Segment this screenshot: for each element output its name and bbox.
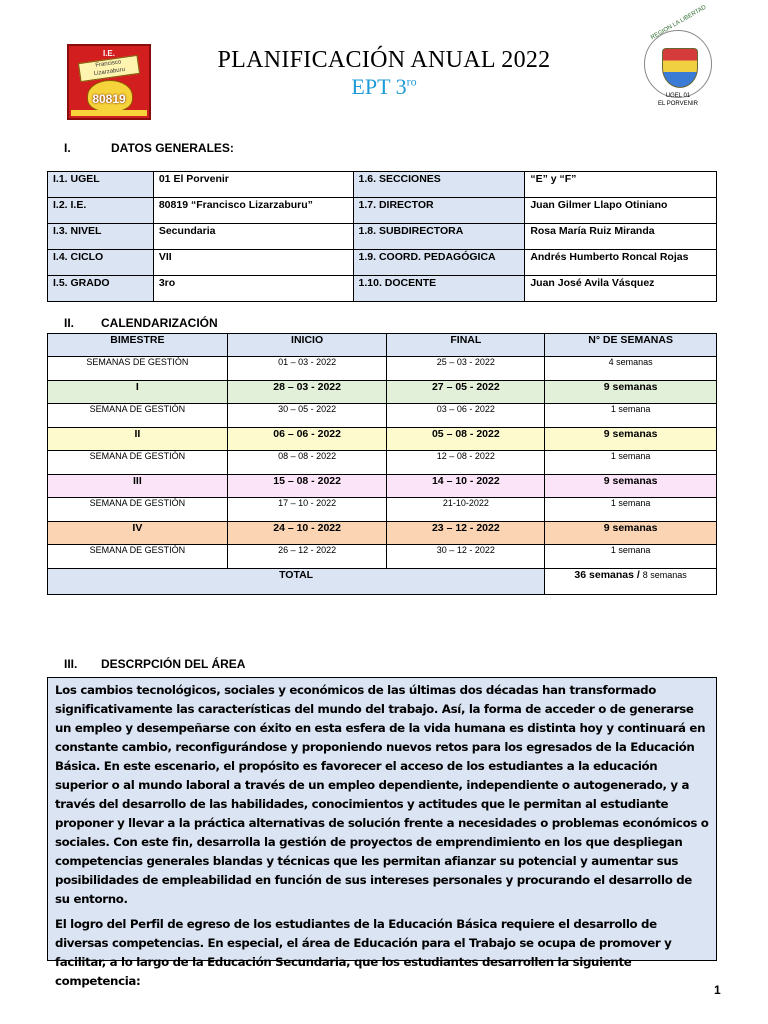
section-heading-calendarizacion <box>64 316 218 330</box>
page-number: 1 <box>714 983 721 997</box>
table-cell: IV <box>48 521 228 545</box>
table-row <box>48 498 717 522</box>
total-separator: / <box>633 568 643 581</box>
section-heading-descripcion <box>64 657 245 671</box>
table-cell: I.1. UGEL <box>48 172 154 198</box>
table-cell: 05 – 08 - 2022 <box>387 427 545 451</box>
subtitle-text: EPT 3 <box>351 74 407 99</box>
table-cell: 3ro <box>153 276 353 302</box>
table-cell: 14 – 10 - 2022 <box>387 474 545 498</box>
table-cell: 9 semanas <box>545 521 717 545</box>
datos-generales-table <box>47 171 717 302</box>
section-number: II. <box>64 316 75 330</box>
table-cell: SEMANA DE GESTIÓN <box>48 545 228 569</box>
table-row <box>48 357 717 381</box>
table-cell: 1.7. DIRECTOR <box>353 198 525 224</box>
table-cell: 9 semanas <box>545 380 717 404</box>
table-row <box>48 427 717 451</box>
table-row <box>48 474 717 498</box>
table-cell: 1.6. SECCIONES <box>353 172 525 198</box>
description-paragraph-2: El logro del Perfil de egreso de los estudiantes de la Educación Básica requiere el desarrollo de diversas competencias. En especial, el área de Educación para el Trabajo se ocupa de promover y facilitar, a lo largo de la Educación Secundaria, que los estudiantes desarrollen la siguiente competencia: <box>55 917 672 988</box>
table-cell: 26 – 12 - 2022 <box>227 545 387 569</box>
table-cell: II <box>48 427 228 451</box>
section-heading-datos <box>64 141 234 155</box>
table-cell: Juan Gilmer Llapo Otiniano <box>525 198 717 224</box>
table-row <box>48 380 717 404</box>
table-cell: 24 – 10 - 2022 <box>227 521 387 545</box>
table-row <box>48 224 717 250</box>
table-cell: I.3. NIVEL <box>48 224 154 250</box>
subtitle-sup: ro <box>406 74 417 89</box>
table-cell: 80819 “Francisco Lizarzaburu” <box>153 198 353 224</box>
table-row <box>48 545 717 569</box>
table-cell: 01 El Porvenir <box>153 172 353 198</box>
table-row <box>48 521 717 545</box>
table-cell: SEMANA DE GESTIÓN <box>48 404 228 428</box>
table-row <box>48 172 717 198</box>
logo-number: 80819 <box>92 92 126 106</box>
table-cell: 1 semana <box>545 404 717 428</box>
calendar-table <box>47 333 717 595</box>
ugel-caption-line-2: EL PORVENIR <box>657 101 698 107</box>
table-cell: 1.8. SUBDIRECTORA <box>353 224 525 250</box>
column-header: N° DE SEMANAS <box>545 334 717 357</box>
table-total-row <box>48 568 717 594</box>
ugel-caption-line-1: UGEL 01 <box>665 93 691 99</box>
table-cell: SEMANAS DE GESTIÓN <box>48 357 228 381</box>
table-cell: 06 – 06 - 2022 <box>227 427 387 451</box>
table-cell: 23 – 12 - 2022 <box>387 521 545 545</box>
table-header-row <box>48 334 717 357</box>
table-row <box>48 404 717 428</box>
page-title: PLANIFICACIÓN ANUAL 2022 <box>217 47 551 73</box>
table-cell: I.5. GRADO <box>48 276 154 302</box>
logo-ie-text: I.E. <box>102 49 115 58</box>
page-subtitle <box>0 74 768 100</box>
table-cell: 27 – 05 - 2022 <box>387 380 545 404</box>
table-cell: 03 – 06 - 2022 <box>387 404 545 428</box>
table-cell: 01 – 03 - 2022 <box>227 357 387 381</box>
table-row <box>48 250 717 276</box>
table-cell: I.2. I.E. <box>48 198 154 224</box>
total-label: TOTAL <box>48 568 545 594</box>
table-cell: 4 semanas <box>545 357 717 381</box>
table-cell: 28 – 03 - 2022 <box>227 380 387 404</box>
table-cell: 25 – 03 - 2022 <box>387 357 545 381</box>
table-cell: 9 semanas <box>545 427 717 451</box>
table-cell: SEMANA DE GESTIÓN <box>48 498 228 522</box>
section-number: III. <box>64 657 78 671</box>
table-cell: VII <box>153 250 353 276</box>
table-cell: 15 – 08 - 2022 <box>227 474 387 498</box>
table-cell: 30 – 12 - 2022 <box>387 545 545 569</box>
section-label: DESCRPCIÓN DEL ÁREA <box>101 657 246 671</box>
table-cell: 08 – 08 - 2022 <box>227 451 387 475</box>
table-cell: 12 – 08 - 2022 <box>387 451 545 475</box>
table-cell: I.4. CICLO <box>48 250 154 276</box>
table-cell: SEMANA DE GESTIÓN <box>48 451 228 475</box>
section-label: DATOS GENERALES: <box>111 141 234 155</box>
table-cell: “E” y “F” <box>525 172 717 198</box>
column-header: FINAL <box>387 334 545 357</box>
section-number: I. <box>64 141 71 155</box>
logo-banner: Francisco Lizarzaburu <box>78 55 140 82</box>
table-cell: 1.9. COORD. PEDAGÓGICA <box>353 250 525 276</box>
table-cell: III <box>48 474 228 498</box>
table-cell: Secundaria <box>153 224 353 250</box>
table-cell: 1 semana <box>545 498 717 522</box>
total-value: 36 semanas <box>574 568 634 581</box>
table-cell: 1 semana <box>545 545 717 569</box>
table-cell: 9 semanas <box>545 474 717 498</box>
table-cell: 17 – 10 - 2022 <box>227 498 387 522</box>
table-cell: Juan José Avila Vásquez <box>525 276 717 302</box>
ugel-logo-arc-text: REGION LA LIBERTAD <box>650 4 708 42</box>
section-label: CALENDARIZACIÓN <box>101 316 218 330</box>
total-extra: 8 semanas <box>642 569 687 580</box>
description-box <box>47 677 717 988</box>
table-cell: 21-10-2022 <box>387 498 545 522</box>
table-cell: 30 – 05 - 2022 <box>227 404 387 428</box>
table-cell: 1.10. DOCENTE <box>353 276 525 302</box>
logo-footer <box>71 110 147 116</box>
description-paragraph-1: Los cambios tecnológicos, sociales y económicos de las últimas dos décadas han transformado significativamente las características del mundo del trabajo. Así, la forma de acceder o de generarse un empleo y desempeñarse con éxito en esta esfera de la vida humana es distinta hoy y continuará en constante cambio, reconfigurándose y proponiendo nuevos retos para los egresados de la Educación Básica. En este escenario, el propósito es favorecer el acceso de los estudiantes a la educación superior o al mundo laboral a través de un empleo dependiente, independiente o autogenerado, y a través del desarrollo de las habilidades, conocimientos y actitudes que le permitan al estudiante proponer y llevar a la práctica alternativas de solución frente a necesidades o problemas económicos o sociales. Con este fin, desarrolla la gestión de proyectos de emprendimiento en los que despliegan competencias generales blandas y técnicas que les permitan afianzar su potencial y aumentar sus posibilidades de empleabilidad en función de sus intereses personales y procurando el desarrollo de su entorno. <box>55 683 709 906</box>
table-row <box>48 276 717 302</box>
table-row <box>48 198 717 224</box>
table-cell: Rosa María Ruiz Miranda <box>525 224 717 250</box>
column-header: BIMESTRE <box>48 334 228 357</box>
column-header: INICIO <box>227 334 387 357</box>
table-cell: I <box>48 380 228 404</box>
table-cell: 1 semana <box>545 451 717 475</box>
table-cell: Andrés Humberto Roncal Rojas <box>525 250 717 276</box>
total-value-cell <box>545 568 717 594</box>
table-row <box>48 451 717 475</box>
